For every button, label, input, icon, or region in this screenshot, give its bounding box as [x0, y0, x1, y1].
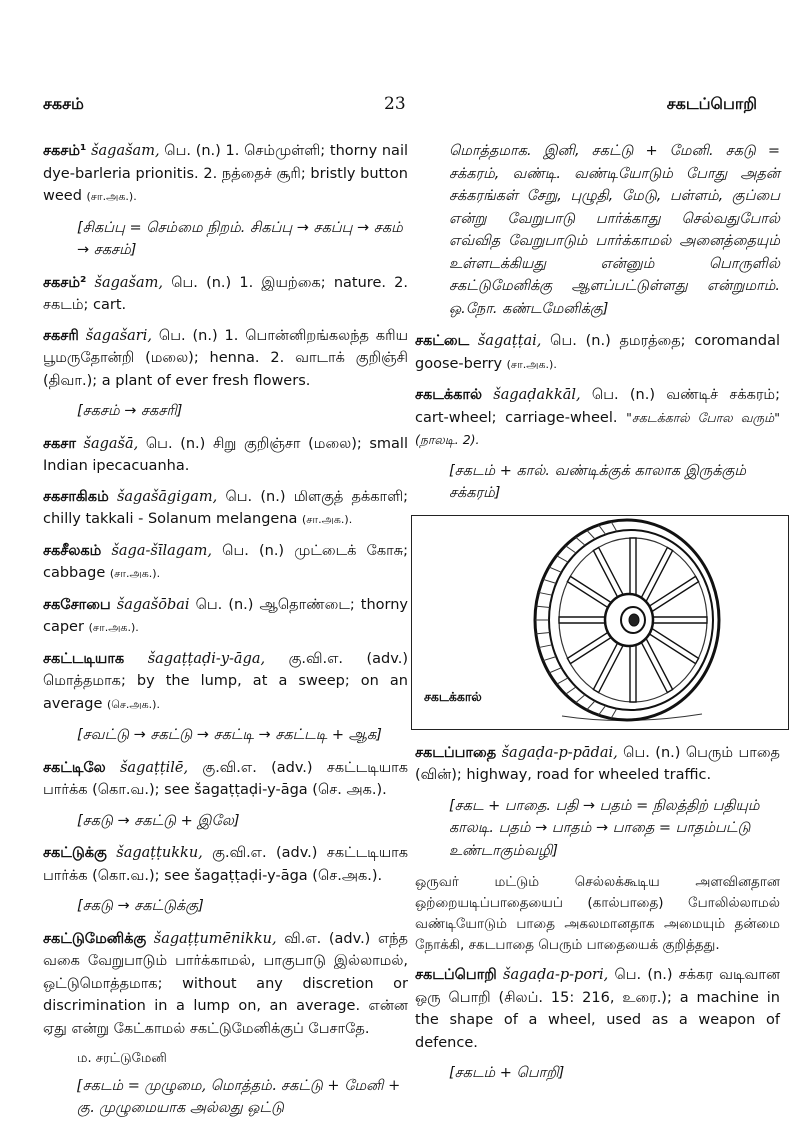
headword: சகசா	[43, 435, 76, 452]
transliteration: šagaṭṭai,	[477, 333, 542, 349]
source-abbrev: (சா.அக.).	[506, 357, 557, 371]
etymology: [சகடம் = முழுமை, மொத்தம். சகட்டு + மேனி + கு. முழுமையாக அல்லது ஒட்டு	[77, 1077, 401, 1116]
dictionary-entry	[43, 486, 408, 532]
headword: சகடப்பாதை	[415, 744, 497, 761]
dictionary-entry	[43, 433, 408, 478]
dictionary-entry	[43, 757, 408, 802]
headword: சகசம்¹	[43, 143, 87, 159]
source-abbrev: (சா.அக.).	[86, 190, 137, 203]
transliteration: šagaḍa-p-pādai,	[501, 744, 618, 761]
etymology: [சகசம் → சகசரி]	[77, 403, 183, 419]
etymology: [சகடம் + பொறி]	[449, 1065, 565, 1081]
right-column	[415, 140, 780, 1095]
dictionary-entry	[43, 842, 408, 887]
source-abbrev: (செ.அக.).	[106, 697, 160, 711]
etymology: [சகட + பாதை. பதி → பதம் = நிலத்திற் பதியும் காலடி. பதம் → பாதம் → பாதை = பாதம்பட்டு உண்டாகும்வழி]	[449, 797, 760, 859]
headword: சகடப்பொறி	[415, 967, 497, 983]
headword: சகட்டடியாக	[43, 650, 125, 667]
transliteration: šagaṭṭukku,	[116, 845, 203, 861]
definition: பெ. (n.) வண்டிச் சக்கரம்; cart-wheel; carriage-wheel.	[415, 387, 780, 426]
right-entries	[415, 330, 780, 505]
transliteration: šagaṭṭilē,	[119, 759, 189, 776]
headword: சகட்டிலே	[43, 759, 106, 776]
headword: சகட்டுமேனிக்கு	[43, 930, 147, 947]
wheel-spoke	[630, 642, 636, 702]
definition: பெ. (n.) 1. செம்முள்ளி; thorny nail dye-barleria prionitis. 2. நத்தைச் சூரி; bristly button weed	[43, 143, 409, 204]
transliteration: šagaṭṭaḍi-y-āga,	[147, 650, 266, 667]
definition: கு.வி.எ. (adv.) சகட்டடியாக பார்க்க (கொ.வ.); see šagaṭṭaḍi-y-āga (செ.அக.).	[43, 845, 409, 884]
source-abbrev: (சா.அக.).	[88, 621, 139, 634]
running-head-right: சகடப்பொறி	[666, 94, 757, 113]
dictionary-entry	[43, 594, 408, 640]
definition: பெ. (n.) முட்டைக் கோசு; cabbage	[43, 542, 409, 581]
dictionary-entry	[43, 540, 408, 586]
headword: சகடக்கால்	[415, 387, 483, 403]
transliteration: šagaḍa-p-pori,	[503, 967, 609, 983]
wheel-axle-hole	[629, 614, 639, 626]
dictionary-entry	[43, 928, 408, 1041]
dictionary-entry	[43, 272, 408, 317]
headword: சகசாகிகம்	[43, 488, 109, 505]
right-entries-after	[415, 742, 780, 1085]
etymology: [சவட்டு → சகட்டு → சகட்டி → சகட்டடி + ஆக]	[77, 727, 382, 743]
transliteration: šagaṭṭumēnikku,	[153, 930, 277, 947]
headword: சகசம்²	[43, 274, 87, 291]
etymology: [சகடு → சகட்டு + இலே]	[77, 812, 240, 829]
dictionary-entry	[43, 140, 408, 209]
definition: பெ. (n.) பெரும் பாதை (வின்); highway, road for wheeled traffic.	[415, 744, 780, 783]
page-number: 23	[384, 94, 406, 114]
dictionary-entry	[415, 330, 780, 376]
etymology-continued: மொத்தமாக. இனி, சகட்டு + மேனி. சகடு = சக்கரம், வண்டி. வண்டியோடும் போது அதன் சக்கரங்கள் சேறு, புழுதி, மேடு, பள்ளம், குப்பை என்று வேறுபாடு பார்க்காது செல்வதுபோல் எவ்வித வேறுபாடும் பார்க்காமல் அனைத்தையும் உள்ளடக்கியது என்னும் பொருளில் சகட்டுமேனிக்கு ஆளப்பட்டுள்ளது என்றுமாம். ஒ.நோ. கண்டமேனிக்கு]	[449, 143, 780, 317]
transliteration: šagašōbai	[116, 596, 190, 613]
definition: பெ. (n.) ஆதொண்டை; thorny caper	[43, 596, 409, 635]
cognate-note: ம. சரட்டுமேனி	[77, 1051, 167, 1066]
etymology: [சிகப்பு = செம்மை நிறம். சிகப்பு → சகப்பு → சகம் → சகசம்]	[77, 219, 403, 258]
illustration-caption: சகடக்கால்	[424, 689, 482, 704]
definition: வி.எ. (adv.) எந்த வகை வேறுபாடும் பார்க்காமல், பாகுபாடு இல்லாமல், ஒட்டுமொத்தமாக; without any discretion or discrimination in a lump on, an average. என்ன ஏது என்று கேட்காமல் சகட்டுமேனிக்குப் பேசாதே.	[43, 930, 409, 1037]
etymology: [சகடம் + கால். வண்டிக்குக் காலாக இருக்கும் சக்கரம்]	[449, 462, 747, 501]
dictionary-entry	[415, 964, 780, 1054]
wheel-spoke	[630, 538, 636, 598]
dictionary-entry	[415, 384, 780, 452]
etymology: [சகடு → சகட்டுக்கு]	[77, 898, 204, 914]
headword: சகசரி	[43, 327, 79, 344]
definition: பெ. (n.) 1. இயற்கை; nature. 2. சகடம்; cart.	[43, 274, 408, 313]
headword: சகட்டுக்கு	[43, 845, 107, 861]
transliteration: šagašam,	[91, 143, 160, 159]
headword: சகட்டை	[415, 333, 470, 349]
dictionary-entry	[43, 325, 408, 393]
transliteration: šaga-šīlagam,	[111, 542, 213, 559]
definition: பெ. (n.) 1. பொன்னிறங்கலந்த கரிய பூமருதோன்றி (மலை); henna. 2. வாடாக் குறிஞ்சி (திவா.); a plant of ever fresh flowers.	[43, 327, 409, 389]
headword: சகசீலகம்	[43, 542, 102, 559]
definition: கு.வி.எ. (adv.) மொத்தமாக; by the lump, at a sweep; on an average	[43, 650, 408, 712]
running-head-left: சகசம்	[43, 94, 84, 113]
usage-note: ஒருவர் மட்டும் செல்லக்கூடிய அளவினதான ஒற்றையடிப்பாதையைப் (கால்பாதை) போலில்லாமல் வண்டியோடும் பாதை அகலமானதாக அமையும் தன்மை நோக்கி, சகடபாதை பெரும் பாதையைக் குறித்தது.	[415, 874, 780, 953]
source-abbrev: (சா.அக.).	[109, 567, 161, 580]
headword: சகசோபை	[43, 596, 111, 613]
transliteration: šagašari,	[85, 327, 152, 344]
dictionary-entry	[415, 742, 780, 787]
transliteration: šagašam,	[94, 274, 164, 291]
definition: பெ. (n.) சிறு குறிஞ்சா (மலை); small Indian ipecacuanha.	[43, 435, 408, 474]
transliteration: šagaḍakkāl,	[493, 387, 581, 403]
left-entries	[43, 140, 408, 1040]
definition: பெ. (n.) மிளகுத் தக்காளி; chilly takkali - Solanum melangena	[43, 488, 409, 527]
definition: பெ. (n.) சக்கர வடிவான ஒரு பொறி (சிலப். 15: 216, உரை.); a machine in the shape of a wheel, used as a weapon of defence.	[415, 967, 781, 1051]
left-column	[43, 140, 408, 1130]
transliteration: šagašā,	[83, 435, 139, 452]
illustration-frame	[411, 515, 789, 730]
transliteration: šagašāgigam,	[116, 488, 218, 505]
definition: பெ. (n.) தமரத்தை; coromandal goose-berry	[415, 333, 780, 372]
source-abbrev: (சா.அக.).	[302, 513, 353, 526]
wheel-spoke	[653, 617, 707, 623]
dictionary-entry	[43, 648, 408, 717]
definition: கு.வி.எ. (adv.) சகட்டடியாக பார்க்க (கொ.வ.); see šagaṭṭaḍi-y-āga (செ. அக.).	[43, 759, 409, 798]
quotation: "சகடக்கால் போல வரும்" (நாலடி. 2).	[415, 409, 780, 447]
